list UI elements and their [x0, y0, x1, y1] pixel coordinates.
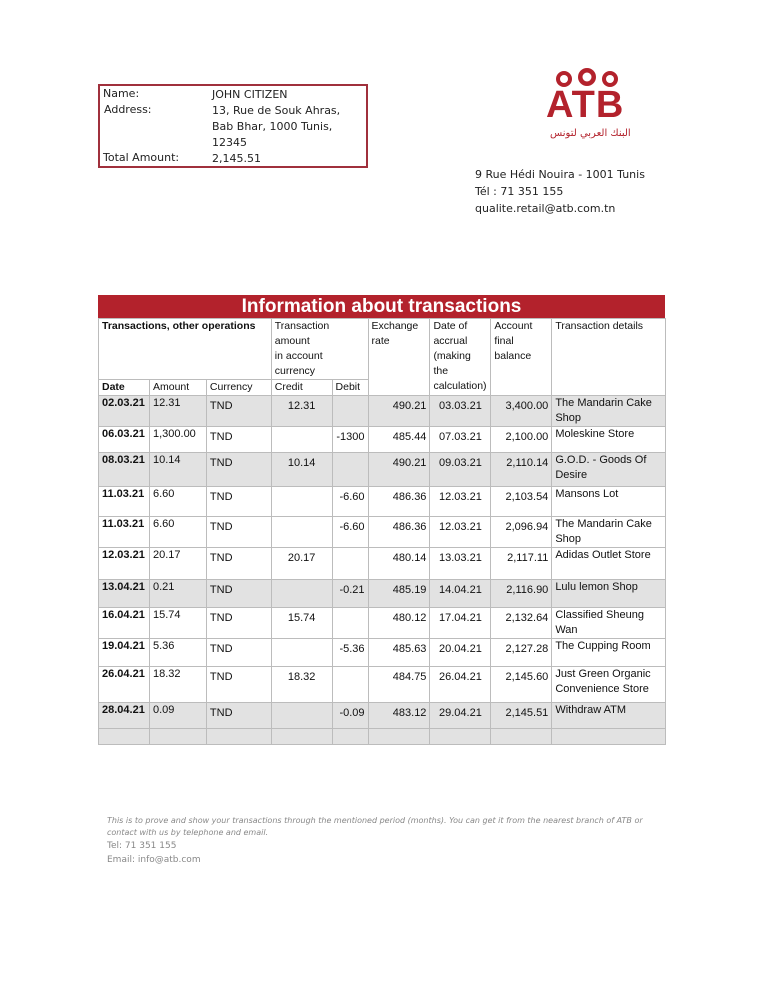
cell-debit	[332, 396, 368, 427]
cell-balance: 2,096.94	[491, 517, 552, 548]
cell-empty	[430, 729, 491, 745]
cell-accrual: 07.03.21	[430, 427, 491, 453]
cell-amount: 0.09	[149, 703, 206, 729]
cell-rate: 486.36	[368, 517, 430, 548]
cell-debit: -6.60	[332, 487, 368, 517]
cell-details: Lulu lemon Shop	[552, 580, 666, 608]
cell-balance: 3,400.00	[491, 396, 552, 427]
cell-rate: 480.14	[368, 548, 430, 580]
logo-arabic-text: البنك العربي لتونس	[550, 128, 631, 139]
cell-credit	[271, 427, 332, 453]
cell-date: 11.03.21	[99, 487, 150, 517]
cell-balance: 2,132.64	[491, 608, 552, 639]
cell-accrual: 09.03.21	[430, 453, 491, 487]
cell-balance: 2,117.11	[491, 548, 552, 580]
cell-credit	[271, 639, 332, 667]
customer-info-box	[98, 84, 368, 168]
cell-balance: 2,116.90	[491, 580, 552, 608]
cell-details: G.O.D. - Goods Of Desire	[552, 453, 666, 487]
bank-address-block	[475, 166, 645, 217]
cell-balance: 2,145.60	[491, 667, 552, 703]
table-title: Information about transactions	[98, 295, 665, 318]
transactions-body	[99, 396, 666, 745]
address-line-2: Bab Bhar, 1000 Tunis,	[212, 120, 333, 133]
cell-amount: 18.32	[149, 667, 206, 703]
cell-details: Moleskine Store	[552, 427, 666, 453]
cell-currency: TND	[206, 703, 271, 729]
cell-amount: 6.60	[149, 517, 206, 548]
cell-date: 08.03.21	[99, 453, 150, 487]
cell-rate: 485.63	[368, 639, 430, 667]
cell-accrual: 12.03.21	[430, 517, 491, 548]
cell-rate: 484.75	[368, 667, 430, 703]
cell-credit: 12.31	[271, 396, 332, 427]
logo-text: ATB	[546, 84, 625, 126]
col-debit: Debit	[332, 380, 368, 396]
cell-currency: TND	[206, 580, 271, 608]
cell-credit	[271, 517, 332, 548]
cell-balance: 2,127.28	[491, 639, 552, 667]
cell-rate: 485.19	[368, 580, 430, 608]
bank-address: 9 Rue Hédi Nouira - 1001 Tunis	[475, 168, 645, 181]
cell-credit: 20.17	[271, 548, 332, 580]
cell-currency: TND	[206, 639, 271, 667]
cell-empty	[99, 729, 150, 745]
cell-currency: TND	[206, 453, 271, 487]
cell-balance: 2,110.14	[491, 453, 552, 487]
col-currency: Currency	[206, 380, 271, 396]
table-row	[99, 703, 666, 729]
cell-date: 11.03.21	[99, 517, 150, 548]
cell-amount: 1,300.00	[149, 427, 206, 453]
cell-details: The Cupping Room	[552, 639, 666, 667]
col-credit: Credit	[271, 380, 332, 396]
table-row	[99, 453, 666, 487]
cell-debit: -6.60	[332, 517, 368, 548]
cell-amount: 6.60	[149, 487, 206, 517]
cell-empty	[368, 729, 430, 745]
cell-empty	[332, 729, 368, 745]
cell-details: Withdraw ATM	[552, 703, 666, 729]
cell-date: 13.04.21	[99, 580, 150, 608]
cell-debit	[332, 608, 368, 639]
cell-debit	[332, 453, 368, 487]
atb-logo	[538, 68, 638, 148]
transactions-table	[98, 318, 666, 745]
cell-credit	[271, 580, 332, 608]
cell-date: 12.03.21	[99, 548, 150, 580]
cell-amount: 5.36	[149, 639, 206, 667]
table-row	[99, 517, 666, 548]
cell-empty	[149, 729, 206, 745]
header-transaction-amount: Transaction amount in account currency	[271, 319, 368, 380]
cell-balance: 2,103.54	[491, 487, 552, 517]
cell-accrual: 12.03.21	[430, 487, 491, 517]
address-label: Address:	[104, 103, 152, 116]
cell-empty	[271, 729, 332, 745]
cell-details: Classified Sheung Wan	[552, 608, 666, 639]
header-account-balance: Account final balance	[491, 319, 552, 396]
col-date: Date	[99, 380, 150, 396]
cell-date: 02.03.21	[99, 396, 150, 427]
cell-balance: 2,100.00	[491, 427, 552, 453]
cell-empty	[206, 729, 271, 745]
cell-currency: TND	[206, 427, 271, 453]
cell-date: 26.04.21	[99, 667, 150, 703]
cell-credit	[271, 487, 332, 517]
table-row	[99, 548, 666, 580]
cell-credit: 15.74	[271, 608, 332, 639]
cell-accrual: 17.04.21	[430, 608, 491, 639]
cell-amount: 10.14	[149, 453, 206, 487]
cell-balance: 2,145.51	[491, 703, 552, 729]
name-value: JOHN CITIZEN	[212, 88, 288, 101]
header-group: Transactions, other operations	[99, 319, 272, 380]
cell-accrual: 03.03.21	[430, 396, 491, 427]
cell-credit: 10.14	[271, 453, 332, 487]
cell-accrual: 29.04.21	[430, 703, 491, 729]
cell-credit: 18.32	[271, 667, 332, 703]
cell-accrual: 14.04.21	[430, 580, 491, 608]
cell-details: Just Green Organic Convenience Store	[552, 667, 666, 703]
footer-note: This is to prove and show your transactions through the mentioned period (months). You can get it from the nearest branch of ATB or contact with us by telephone and email.	[107, 816, 643, 837]
cell-date: 19.04.21	[99, 639, 150, 667]
footer-tel: Tel: 71 351 155	[107, 841, 177, 851]
cell-amount: 0.21	[149, 580, 206, 608]
address-line-3: 12345	[212, 136, 247, 149]
cell-debit: -0.21	[332, 580, 368, 608]
cell-debit	[332, 548, 368, 580]
cell-rate: 490.21	[368, 396, 430, 427]
cell-empty	[491, 729, 552, 745]
total-value: 2,145.51	[212, 152, 261, 165]
cell-details: The Mandarin Cake Shop	[552, 517, 666, 548]
table-row	[99, 487, 666, 517]
table-row	[99, 608, 666, 639]
cell-date: 16.04.21	[99, 608, 150, 639]
header-transaction-details: Transaction details	[552, 319, 666, 396]
table-row	[99, 396, 666, 427]
cell-amount: 15.74	[149, 608, 206, 639]
total-label: Total Amount:	[103, 151, 180, 164]
col-amount: Amount	[149, 380, 206, 396]
cell-amount: 20.17	[149, 548, 206, 580]
cell-rate: 485.44	[368, 427, 430, 453]
cell-currency: TND	[206, 667, 271, 703]
table-row	[99, 639, 666, 667]
cell-currency: TND	[206, 487, 271, 517]
cell-details: Adidas Outlet Store	[552, 548, 666, 580]
cell-currency: TND	[206, 608, 271, 639]
header-exchange-rate: Exchange rate	[368, 319, 430, 396]
cell-debit: -0.09	[332, 703, 368, 729]
cell-currency: TND	[206, 396, 271, 427]
cell-date: 06.03.21	[99, 427, 150, 453]
table-row	[99, 667, 666, 703]
cell-accrual: 20.04.21	[430, 639, 491, 667]
footer	[107, 815, 667, 867]
cell-accrual: 26.04.21	[430, 667, 491, 703]
address-line-1: 13, Rue de Souk Ahras,	[212, 104, 341, 117]
cell-details: Mansons Lot	[552, 487, 666, 517]
bank-email: qualite.retail@atb.com.tn	[475, 202, 616, 215]
cell-accrual: 13.03.21	[430, 548, 491, 580]
cell-debit	[332, 667, 368, 703]
table-row-empty	[99, 729, 666, 745]
cell-rate: 490.21	[368, 453, 430, 487]
cell-empty	[552, 729, 666, 745]
cell-rate: 483.12	[368, 703, 430, 729]
table-row	[99, 580, 666, 608]
cell-date: 28.04.21	[99, 703, 150, 729]
cell-currency: TND	[206, 517, 271, 548]
footer-email: Email: info@atb.com	[107, 855, 201, 865]
cell-amount: 12.31	[149, 396, 206, 427]
table-row	[99, 427, 666, 453]
cell-credit	[271, 703, 332, 729]
cell-debit: -5.36	[332, 639, 368, 667]
cell-rate: 480.12	[368, 608, 430, 639]
cell-debit: -1300	[332, 427, 368, 453]
cell-rate: 486.36	[368, 487, 430, 517]
bank-tel: Tél : 71 351 155	[475, 185, 564, 198]
header-date-of-accrual: Date of accrual (making the calculation)	[430, 319, 491, 396]
name-label: Name:	[103, 87, 140, 100]
cell-details: The Mandarin Cake Shop	[552, 396, 666, 427]
cell-currency: TND	[206, 548, 271, 580]
